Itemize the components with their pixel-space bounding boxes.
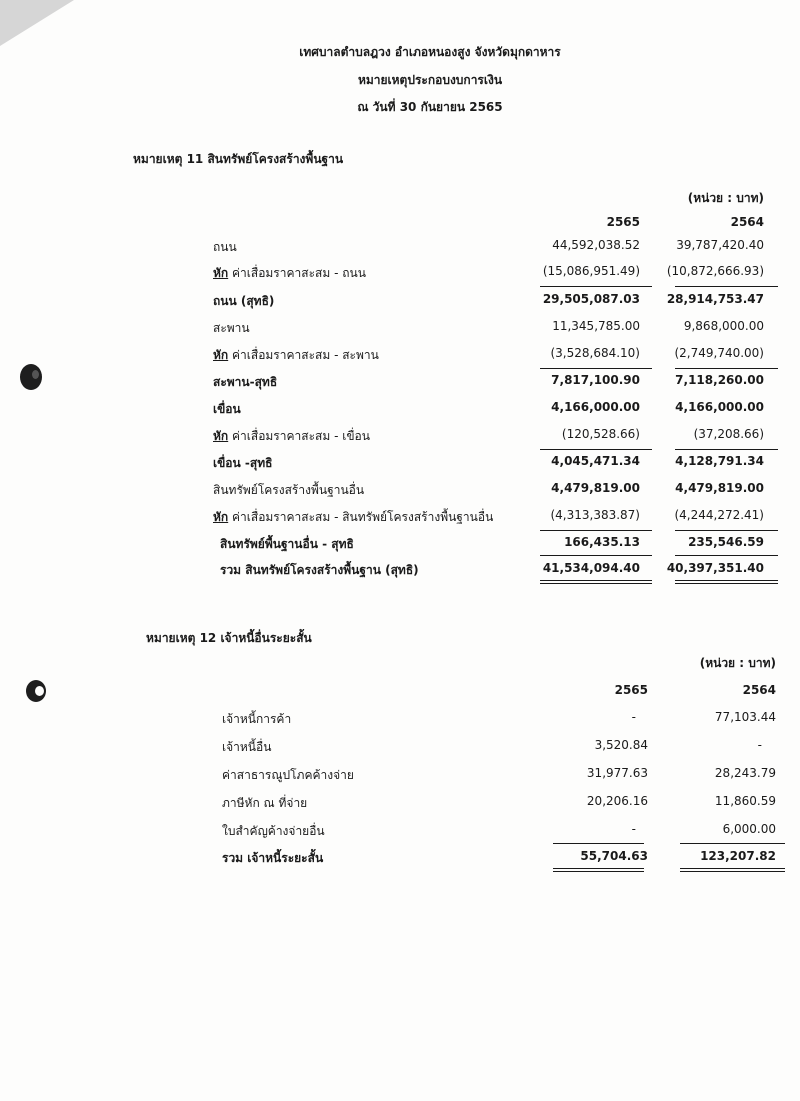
value-2564: (4,244,272.41)	[674, 508, 764, 522]
document-subtitle: หมายเหตุประกอบงบการเงิน	[357, 73, 503, 87]
note11-unit: (หน่วย : บาท)	[687, 191, 764, 205]
table-row	[0, 558, 800, 582]
subtotal-line	[540, 555, 652, 556]
value-2564: 9,868,000.00	[683, 319, 764, 333]
table-row	[0, 370, 800, 394]
value-2564: (10,872,666.93)	[666, 264, 764, 278]
value-2565: 4,166,000.00	[551, 400, 640, 414]
table-row	[0, 289, 800, 313]
value-2564: 7,118,260.00	[675, 373, 764, 387]
value-2564: 4,166,000.00	[675, 400, 764, 414]
table-row	[0, 343, 800, 367]
row-label: ถนน (สุทธิ)	[213, 294, 275, 308]
value-2565: (3,528,684.10)	[550, 346, 640, 360]
row-label: ภาษีหัก ณ ที่จ่าย	[222, 796, 308, 810]
value-2564: 123,207.82	[700, 849, 776, 863]
total-double-line	[553, 868, 644, 872]
value-2565: 55,704.63	[580, 849, 648, 863]
subtotal-line	[675, 530, 778, 531]
note12-col-2564: 2564	[742, 683, 776, 697]
value-2564: 4,128,791.34	[675, 454, 764, 468]
row-label: เขื่อน -สุทธิ	[213, 456, 273, 470]
row-label: ค่าสาธารณูปโภคค้างจ่าย	[222, 768, 354, 782]
note12-col-2565: 2565	[614, 683, 648, 697]
subtotal-line	[540, 368, 652, 369]
table-row	[0, 707, 800, 731]
value-2564: (37,208.66)	[693, 427, 764, 441]
deduct-label: หัก	[213, 266, 229, 280]
subtotal-line	[675, 449, 778, 450]
subtotal-line	[680, 843, 785, 844]
table-row	[0, 451, 800, 475]
value-2565: (15,086,951.49)	[542, 264, 640, 278]
table-row	[0, 316, 800, 340]
table-row	[0, 235, 800, 259]
table-row	[0, 532, 800, 556]
table-row	[0, 397, 800, 421]
row-label: สินทรัพย์โครงสร้างพื้นฐานอื่น	[213, 483, 365, 497]
value-2564: 4,479,819.00	[675, 481, 764, 495]
table-row	[0, 735, 800, 759]
row-label: ค่าเสื่อมราคาสะสม - สะพาน	[228, 348, 379, 362]
subtotal-line	[675, 368, 778, 369]
value-2565: 44,592,038.52	[552, 238, 640, 252]
row-label: เจ้าหนี้การค้า	[222, 712, 292, 726]
value-2565: -	[631, 822, 636, 836]
value-2565: 41,534,094.40	[542, 561, 640, 575]
punch-hole	[26, 680, 46, 702]
total-double-line	[540, 580, 652, 584]
subtotal-line	[540, 530, 652, 531]
value-2564: 235,546.59	[688, 535, 764, 549]
value-2565: 11,345,785.00	[552, 319, 640, 333]
table-row	[0, 424, 800, 448]
row-label: สินทรัพย์พื้นฐานอื่น - สุทธิ	[220, 537, 354, 551]
row-label: ค่าเสื่อมราคาสะสม - ถนน	[228, 266, 366, 280]
value-2565: 31,977.63	[586, 766, 648, 780]
note11-col-2564: 2564	[730, 215, 764, 229]
row-label: ใบสำคัญค้างจ่ายอื่น	[222, 824, 325, 838]
row-label: สะพาน-สุทธิ	[213, 375, 278, 389]
table-row	[0, 846, 800, 870]
value-2565: -	[631, 710, 636, 724]
note11-col-2565: 2565	[606, 215, 640, 229]
value-2565: 7,817,100.90	[551, 373, 640, 387]
table-row	[0, 791, 800, 815]
document-date: ณ วันที่ 30 กันยายน 2565	[357, 100, 503, 114]
subtotal-line	[553, 843, 644, 844]
row-label: ค่าเสื่อมราคาสะสม - เขื่อน	[228, 429, 370, 443]
value-2564: 39,787,420.40	[676, 238, 764, 252]
table-row	[0, 763, 800, 787]
subtotal-line	[675, 555, 778, 556]
value-2564: 28,914,753.47	[666, 292, 764, 306]
table-row	[0, 261, 800, 285]
value-2564: 40,397,351.40	[666, 561, 764, 575]
subtotal-line	[675, 286, 778, 287]
value-2565: 20,206.16	[586, 794, 648, 808]
deduct-label: หัก	[213, 429, 229, 443]
value-2565: 3,520.84	[594, 738, 648, 752]
deduct-label: หัก	[213, 510, 229, 524]
row-label: รวม สินทรัพย์โครงสร้างพื้นฐาน (สุทธิ)	[220, 563, 419, 577]
value-2565: 166,435.13	[564, 535, 640, 549]
subtotal-line	[540, 449, 652, 450]
total-double-line	[675, 580, 778, 584]
value-2565: 4,479,819.00	[551, 481, 640, 495]
subtotal-line	[540, 286, 652, 287]
row-label: เจ้าหนี้อื่น	[222, 740, 272, 754]
row-label: รวม เจ้าหนี้ระยะสั้น	[222, 851, 324, 865]
value-2564: 6,000.00	[722, 822, 776, 836]
value-2564: -	[757, 738, 762, 752]
row-label: เขื่อน	[213, 402, 241, 416]
row-label: ค่าเสื่อมราคาสะสม - สินทรัพย์โครงสร้างพื้นฐานอื่น	[228, 510, 494, 524]
deduct-label: หัก	[213, 348, 229, 362]
org-title: เทศบาลตำบลฎวง อำเภอหนองสูง จังหวัดมุกดาหาร	[299, 45, 561, 59]
value-2564: 11,860.59	[714, 794, 776, 808]
value-2565: (120,528.66)	[561, 427, 640, 441]
row-label: ถนน	[213, 240, 237, 254]
page-corner-fold	[0, 0, 74, 46]
table-row	[0, 505, 800, 529]
note12-unit: (หน่วย : บาท)	[699, 656, 776, 670]
total-double-line	[680, 868, 785, 872]
value-2565: 4,045,471.34	[551, 454, 640, 468]
note11-title: หมายเหตุ 11 สินทรัพย์โครงสร้างพื้นฐาน	[133, 152, 344, 166]
table-row	[0, 819, 800, 843]
value-2564: 77,103.44	[714, 710, 776, 724]
row-label: สะพาน	[213, 321, 250, 335]
note12-title: หมายเหตุ 12 เจ้าหนี้อื่นระยะสั้น	[146, 631, 312, 645]
table-row	[0, 478, 800, 502]
value-2565: (4,313,383.87)	[550, 508, 640, 522]
value-2564: 28,243.79	[714, 766, 776, 780]
value-2564: (2,749,740.00)	[674, 346, 764, 360]
value-2565: 29,505,087.03	[542, 292, 640, 306]
